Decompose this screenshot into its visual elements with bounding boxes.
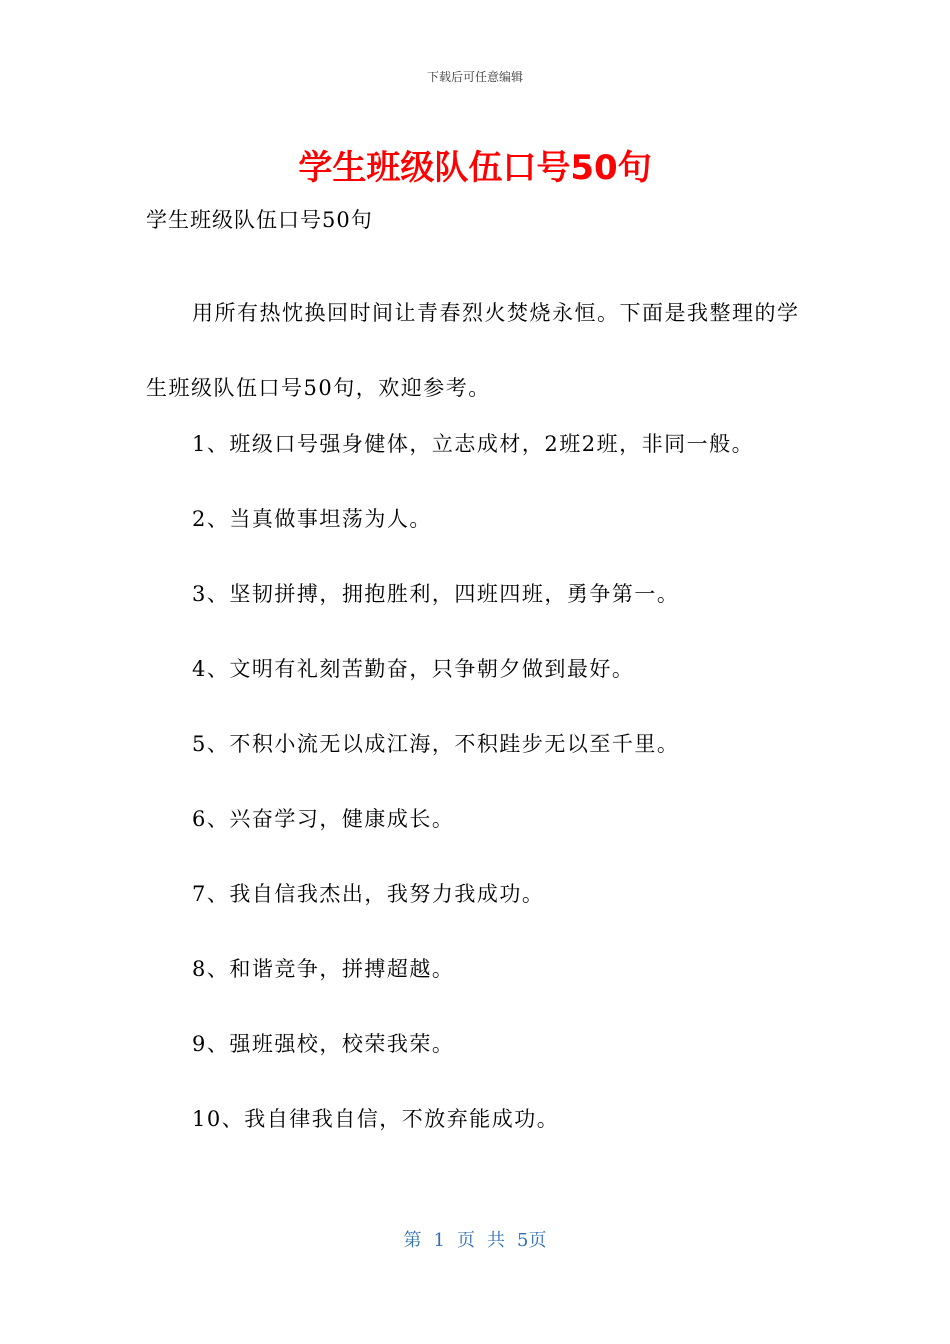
document-subtitle: 学生班级队伍口号50句: [146, 208, 373, 232]
slogan-item: 6、兴奋学习，健康成长。: [192, 807, 455, 831]
slogan-item: 7、我自信我杰出，我努力我成功。: [192, 882, 545, 906]
slogan-item: 5、不积小流无以成江海，不积跬步无以至千里。: [192, 732, 680, 756]
page-footer: [0, 1226, 950, 1252]
slogan-item: 9、强班强校，校荣我荣。: [192, 1032, 455, 1056]
slogan-item: 4、文明有礼刻苦勤奋，只争朝夕做到最好。: [192, 657, 635, 681]
document-title: 学生班级队伍口号50句: [298, 148, 652, 188]
slogan-list: [192, 428, 754, 1178]
footer-total-pages: 5页: [517, 1230, 547, 1251]
slogan-item: 10、我自律我自信，不放弃能成功。: [192, 1107, 560, 1131]
intro-paragraph: 用所有热忱换回时间让青春烈火焚烧永恒。下面是我整理的学生班级队伍口号50句，欢迎参考。: [146, 301, 800, 400]
footer-page-unit: 页: [457, 1230, 475, 1251]
slogan-item: 2、当真做事坦荡为人。: [192, 507, 432, 531]
footer-page-number: 1: [433, 1230, 445, 1251]
slogan-item: 8、和谐竞争，拼搏超越。: [192, 957, 455, 981]
slogan-item: 1、班级口号强身健体，立志成材，2班2班，非同一般。: [192, 432, 755, 456]
header-note: 下载后可任意编辑: [426, 70, 523, 84]
footer-total-word: 共: [487, 1230, 505, 1251]
slogan-item: 3、坚韧拼搏，拥抱胜利，四班四班，勇争第一。: [192, 582, 680, 606]
footer-page-word: 第: [403, 1230, 422, 1251]
